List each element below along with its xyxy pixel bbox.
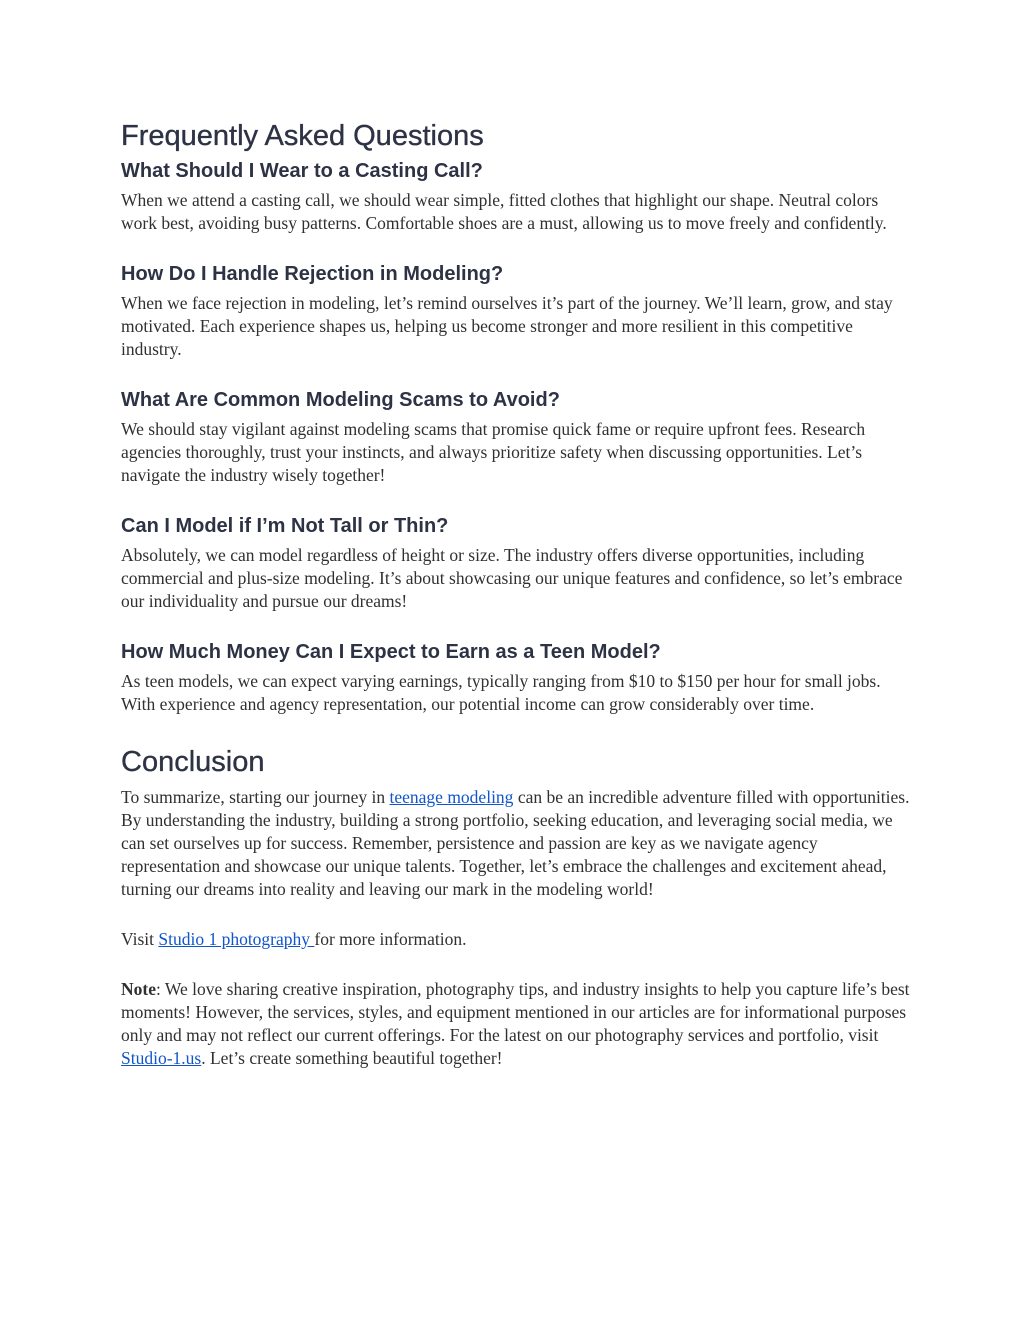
conclusion-heading: Conclusion	[121, 746, 265, 778]
conclusion-paragraph	[121, 786, 911, 901]
faq-question: What Should I Wear to a Casting Call?	[121, 160, 483, 182]
studio-1-photography-link[interactable]: Studio 1 photography	[158, 929, 315, 949]
faq-question: How Much Money Can I Expect to Earn as a Teen Model?	[121, 641, 661, 663]
faq-item	[121, 261, 911, 361]
faq-question: Can I Model if I’m Not Tall or Thin?	[121, 515, 449, 537]
note-label: Note	[121, 979, 156, 999]
faq-question: What Are Common Modeling Scams to Avoid?	[121, 389, 560, 411]
note-text-start: : We love sharing creative inspiration, photography tips, and industry insights to help you capture life’s best moments! However, the services, styles, and equipment mentioned in our articles are for informational purposes only and may not reflect our current offerings. For the latest on our photography services and portfolio, visit	[121, 979, 910, 1045]
faq-question: How Do I Handle Rejection in Modeling?	[121, 263, 504, 285]
conclusion-text-end: can be an incredible adventure filled with opportunities. By understanding the industry, building a strong portfolio, seeking education, and leveraging social media, we can set ourselves up for success. Remember, persistence and passion are key as we navigate agency representation and showcase our unique talents. Together, let’s embrace the challenges and excitement ahead, turning our dreams into reality and leaving our mark in the modeling world!	[121, 787, 910, 899]
faq-item	[121, 387, 911, 487]
document-page	[121, 118, 911, 1070]
faq-answer: As teen models, we can expect varying earnings, typically ranging from $10 to $150 per hour for small jobs. With experience and agency representation, our potential income can grow considerably over time.	[121, 671, 881, 714]
visit-paragraph	[121, 928, 911, 951]
visit-suffix: for more information.	[314, 929, 467, 949]
faq-answer: When we face rejection in modeling, let’s remind ourselves it’s part of the journey. We’ll learn, grow, and stay motivated. Each experience shapes us, helping us become stronger and more resilient in this competitive industry.	[121, 293, 893, 359]
teenage-modeling-link[interactable]: teenage modeling	[389, 787, 514, 807]
faq-heading: Frequently Asked Questions	[121, 120, 484, 152]
visit-prefix: Visit	[121, 929, 159, 949]
faq-item	[121, 158, 911, 235]
faq-item	[121, 513, 911, 613]
faq-answer: Absolutely, we can model regardless of height or size. The industry offers diverse opportunities, including commercial and plus-size modeling. It’s about showcasing our unique features and confidence, so let’s embrace our individuality and pursue our dreams!	[121, 545, 903, 611]
faq-answer: When we attend a casting call, we should wear simple, fitted clothes that highlight our shape. Neutral colors work best, avoiding busy patterns. Comfortable shoes are a must, allowing us to move freely and confidently.	[121, 190, 887, 233]
faq-item	[121, 639, 911, 716]
conclusion-text-start: To summarize, starting our journey in	[121, 787, 390, 807]
studio-1-us-link[interactable]: Studio-1.us	[121, 1048, 202, 1068]
note-text-end: . Let’s create something beautiful together!	[201, 1048, 503, 1068]
note-paragraph	[121, 978, 911, 1070]
faq-answer: We should stay vigilant against modeling scams that promise quick fame or require upfront fees. Research agencies thoroughly, trust your instincts, and always prioritize safety when discussing opportunities. Let’s navigate the industry wisely together!	[121, 419, 866, 485]
